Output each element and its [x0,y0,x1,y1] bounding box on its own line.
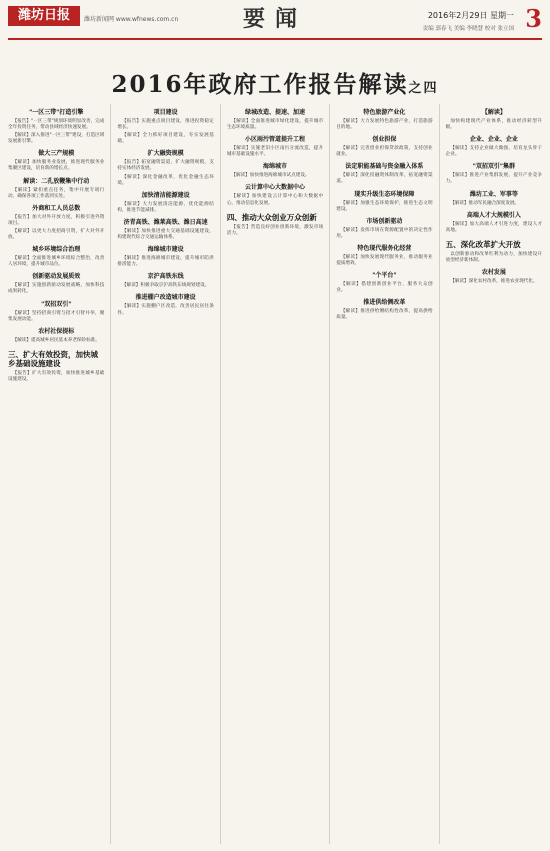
subheading: 特色现代服务化经营 [357,244,412,252]
subheading: 现实升级生态环境保障 [354,190,415,198]
subheading: 推进棚户改造城市建设 [135,294,196,302]
body-paragraph: 【解读】搭建创新创业平台，服务大众创业。 [336,282,433,294]
body-paragraph: 【解读】推进产业集群发展，提升产业竞争力。 [445,173,543,185]
article-column [227,104,323,844]
body-paragraph: 【解读】加快服务业发展，推进现代服务业集聚区建设，培育新的增长点。 [8,160,105,172]
subheading: "个平台" [372,272,397,280]
article-column [117,104,213,844]
header-rule [8,38,542,40]
body-paragraph: 【解读】全力抓好项目建设，夯实发展基础。 [117,133,214,145]
body-paragraph: 【解读】紧扣重点任务，集中开展专项行动，确保各项工作落到实处。 [8,187,105,199]
body-paragraph: 【报告】"一区三带"规划环境明显改善，完成全年投资任务，带动县域经济快速发展。 [8,119,105,131]
subheading: 高端人才大规模引入 [466,211,521,219]
subheading: 创业担保 [372,136,397,144]
body-paragraph: 以创新驱动和改革红利为动力，加快建设开放型经济新体制。 [445,251,543,263]
subheading: 扩大融资规模 [147,150,184,158]
body-paragraph: 【解读】推动军民融合深度发展。 [450,200,520,206]
subheading: 小区雨污管道提升工程 [245,136,306,144]
subheading: 【解读】 [481,109,506,116]
subheading: "一区三带"打造引擎 [29,109,84,116]
article-columns [8,104,542,844]
body-paragraph: 【解读】支持企业做大做强，培育龙头骨干企业。 [445,146,543,158]
editor-credits: 责编 郭春飞 美编 李晓慧 校对 张立国 [422,26,514,32]
subheading: "双招双引"集群 [472,163,515,171]
subheading: 市场创新驱动 [366,217,403,225]
main-headline [0,66,550,99]
body-paragraph: 【解读】深化农村改革，推进农业现代化。 [450,279,538,285]
subheading: 企业、企业、企业 [469,136,518,144]
subheading: 云计算中心大数据中心 [245,184,306,192]
body-paragraph: 【解读】提高城乡居民基本养老保险标准。 [12,337,100,343]
body-paragraph: 【解读】积极争取京沪高铁东线规划建设。 [122,283,210,289]
body-paragraph: 【解读】大力发展清洁能源，优化能源结构，推进节能减排。 [117,201,214,213]
body-paragraph: 【解读】坚持招商引资与招才引智并举，聚集发展动能。 [8,310,105,322]
subheading: 特色旅游产业化 [363,109,406,116]
body-paragraph: 【解读】深入推进"一区三带"建设，打造区域发展新引擎。 [8,133,105,145]
subheading: 外商和工人员总数 [32,204,81,212]
subheading: 创新驱动发展质效 [32,273,81,281]
column-divider [439,104,440,844]
subheading: 农村发展 [481,269,506,277]
body-paragraph: 【报告】拓宽融资渠道，扩大融资规模，支持实体经济发展。 [117,160,214,172]
body-paragraph: 【报告】加大对外开放力度，积极引进外资项目。 [8,214,105,226]
headline-text: 2016年政府工作报告解读 [111,71,409,98]
section-title: 要闻 [242,6,307,32]
subheading: 解读：二孔放鞭集中行动 [23,177,90,185]
subheading: 海绵城市建设 [147,246,184,254]
column-divider [329,104,330,844]
section-heading: 三、扩大有效投资，加快城乡基础设施建设 [8,349,98,368]
body-paragraph: 【解读】全面推进城乡环境综合整治，改善人居环境，提升城市品位。 [8,256,105,268]
subheading: 推进供给侧改革 [363,299,406,307]
body-paragraph: 【报告】营造良好创业创新环境，激发市场活力。 [226,224,324,236]
issue-date: 2016年2月29日 星期一 [427,11,514,20]
body-paragraph: 【解读】以更大力度招商引资，扩大对外开放。 [8,228,105,241]
body-paragraph: 【解读】大力发展特色旅游产业，打造旅游目的地。 [336,119,433,131]
body-paragraph: 【解读】全面推进城市绿化建设，提升城市生态环境质量。 [226,119,324,131]
subheading: 绿城改造、提速、加速 [245,109,306,116]
section-heading: 五、深化改革扩大开放 [445,239,521,249]
subheading: 潍坊工业、军事等 [469,190,518,198]
headline-suffix: 之四 [408,81,439,96]
body-paragraph: 【解读】加大高端人才引进力度，建设人才高地。 [445,221,543,233]
newspaper-website: 潍坊新闻网 www.wfnews.com.cn [84,16,179,23]
body-paragraph: 【解读】深化投融资体制改革，拓宽融资渠道。 [336,173,433,185]
body-paragraph: 【解读】实施老旧小区雨污分流改造，提升城市基础设施水平。 [226,146,324,158]
column-divider [220,104,221,844]
masthead [0,0,550,36]
body-paragraph: 【解读】加快推进海绵城市试点建设。 [231,173,310,179]
body-paragraph: 加快构建现代产业体系，推动经济转型升级。 [445,119,543,131]
column-divider [110,104,111,844]
body-paragraph: 【解读】加快建设云计算中心和大数据中心，推动信息化发展。 [226,194,324,206]
body-paragraph: 【解读】实施创新驱动发展战略，加快科技成果转化。 [8,283,105,295]
article-column [8,104,104,844]
body-paragraph: 【报告】扩大有效投资，加快推进城乡基础设施建设。 [8,370,105,382]
body-paragraph: 【解读】实施棚户区改造，改善居民居住条件。 [117,304,214,316]
body-paragraph: 【报告】实施重点项目建设，推进投资稳定增长。 [117,119,214,131]
article-column [446,104,542,844]
body-paragraph: 【解读】完善创业担保贷款政策，支持创业就业。 [336,146,433,158]
body-paragraph: 【解读】发挥市场在资源配置中的决定性作用。 [336,227,433,239]
page-number: 3 [525,4,542,33]
subheading: 济青高铁、潍莱高铁、潍日高速 [123,218,208,226]
subheading: 项目建设 [153,109,178,116]
subheading: 京沪高铁东线 [147,273,184,281]
body-paragraph: 【解读】推进供给侧结构性改革，提高供给质量。 [336,309,433,321]
newspaper-logo: 潍坊日报 [8,6,80,26]
subheading: "双招双引" [41,300,72,308]
body-paragraph: 【解读】加快发展现代服务业，推动服务业提质增效。 [336,254,433,267]
subheading: 城乡环境综合治理 [32,246,81,254]
article-column [336,104,432,844]
body-paragraph: 【解读】深化金融改革，优化金融生态环境。 [117,174,214,186]
subheading: 农村社保提标 [38,327,75,335]
body-paragraph: 【解读】推进海绵城市建设，提升城市防洪排涝能力。 [117,256,214,268]
body-paragraph: 【解读】加强生态环境保护，推进生态文明建设。 [336,200,433,212]
subheading: 海绵城市 [263,163,288,171]
subheading: 法定职能基础与资金融入体系 [345,163,424,171]
subheading: 做大三产规模 [38,150,75,158]
subheading: 加快清洁能源建设 [141,191,190,199]
body-paragraph: 【解读】加快推进重大交通基础设施建设，构建现代综合交通运输体系。 [117,228,214,241]
section-heading: 四、推动大众创业万众创新 [226,212,317,222]
